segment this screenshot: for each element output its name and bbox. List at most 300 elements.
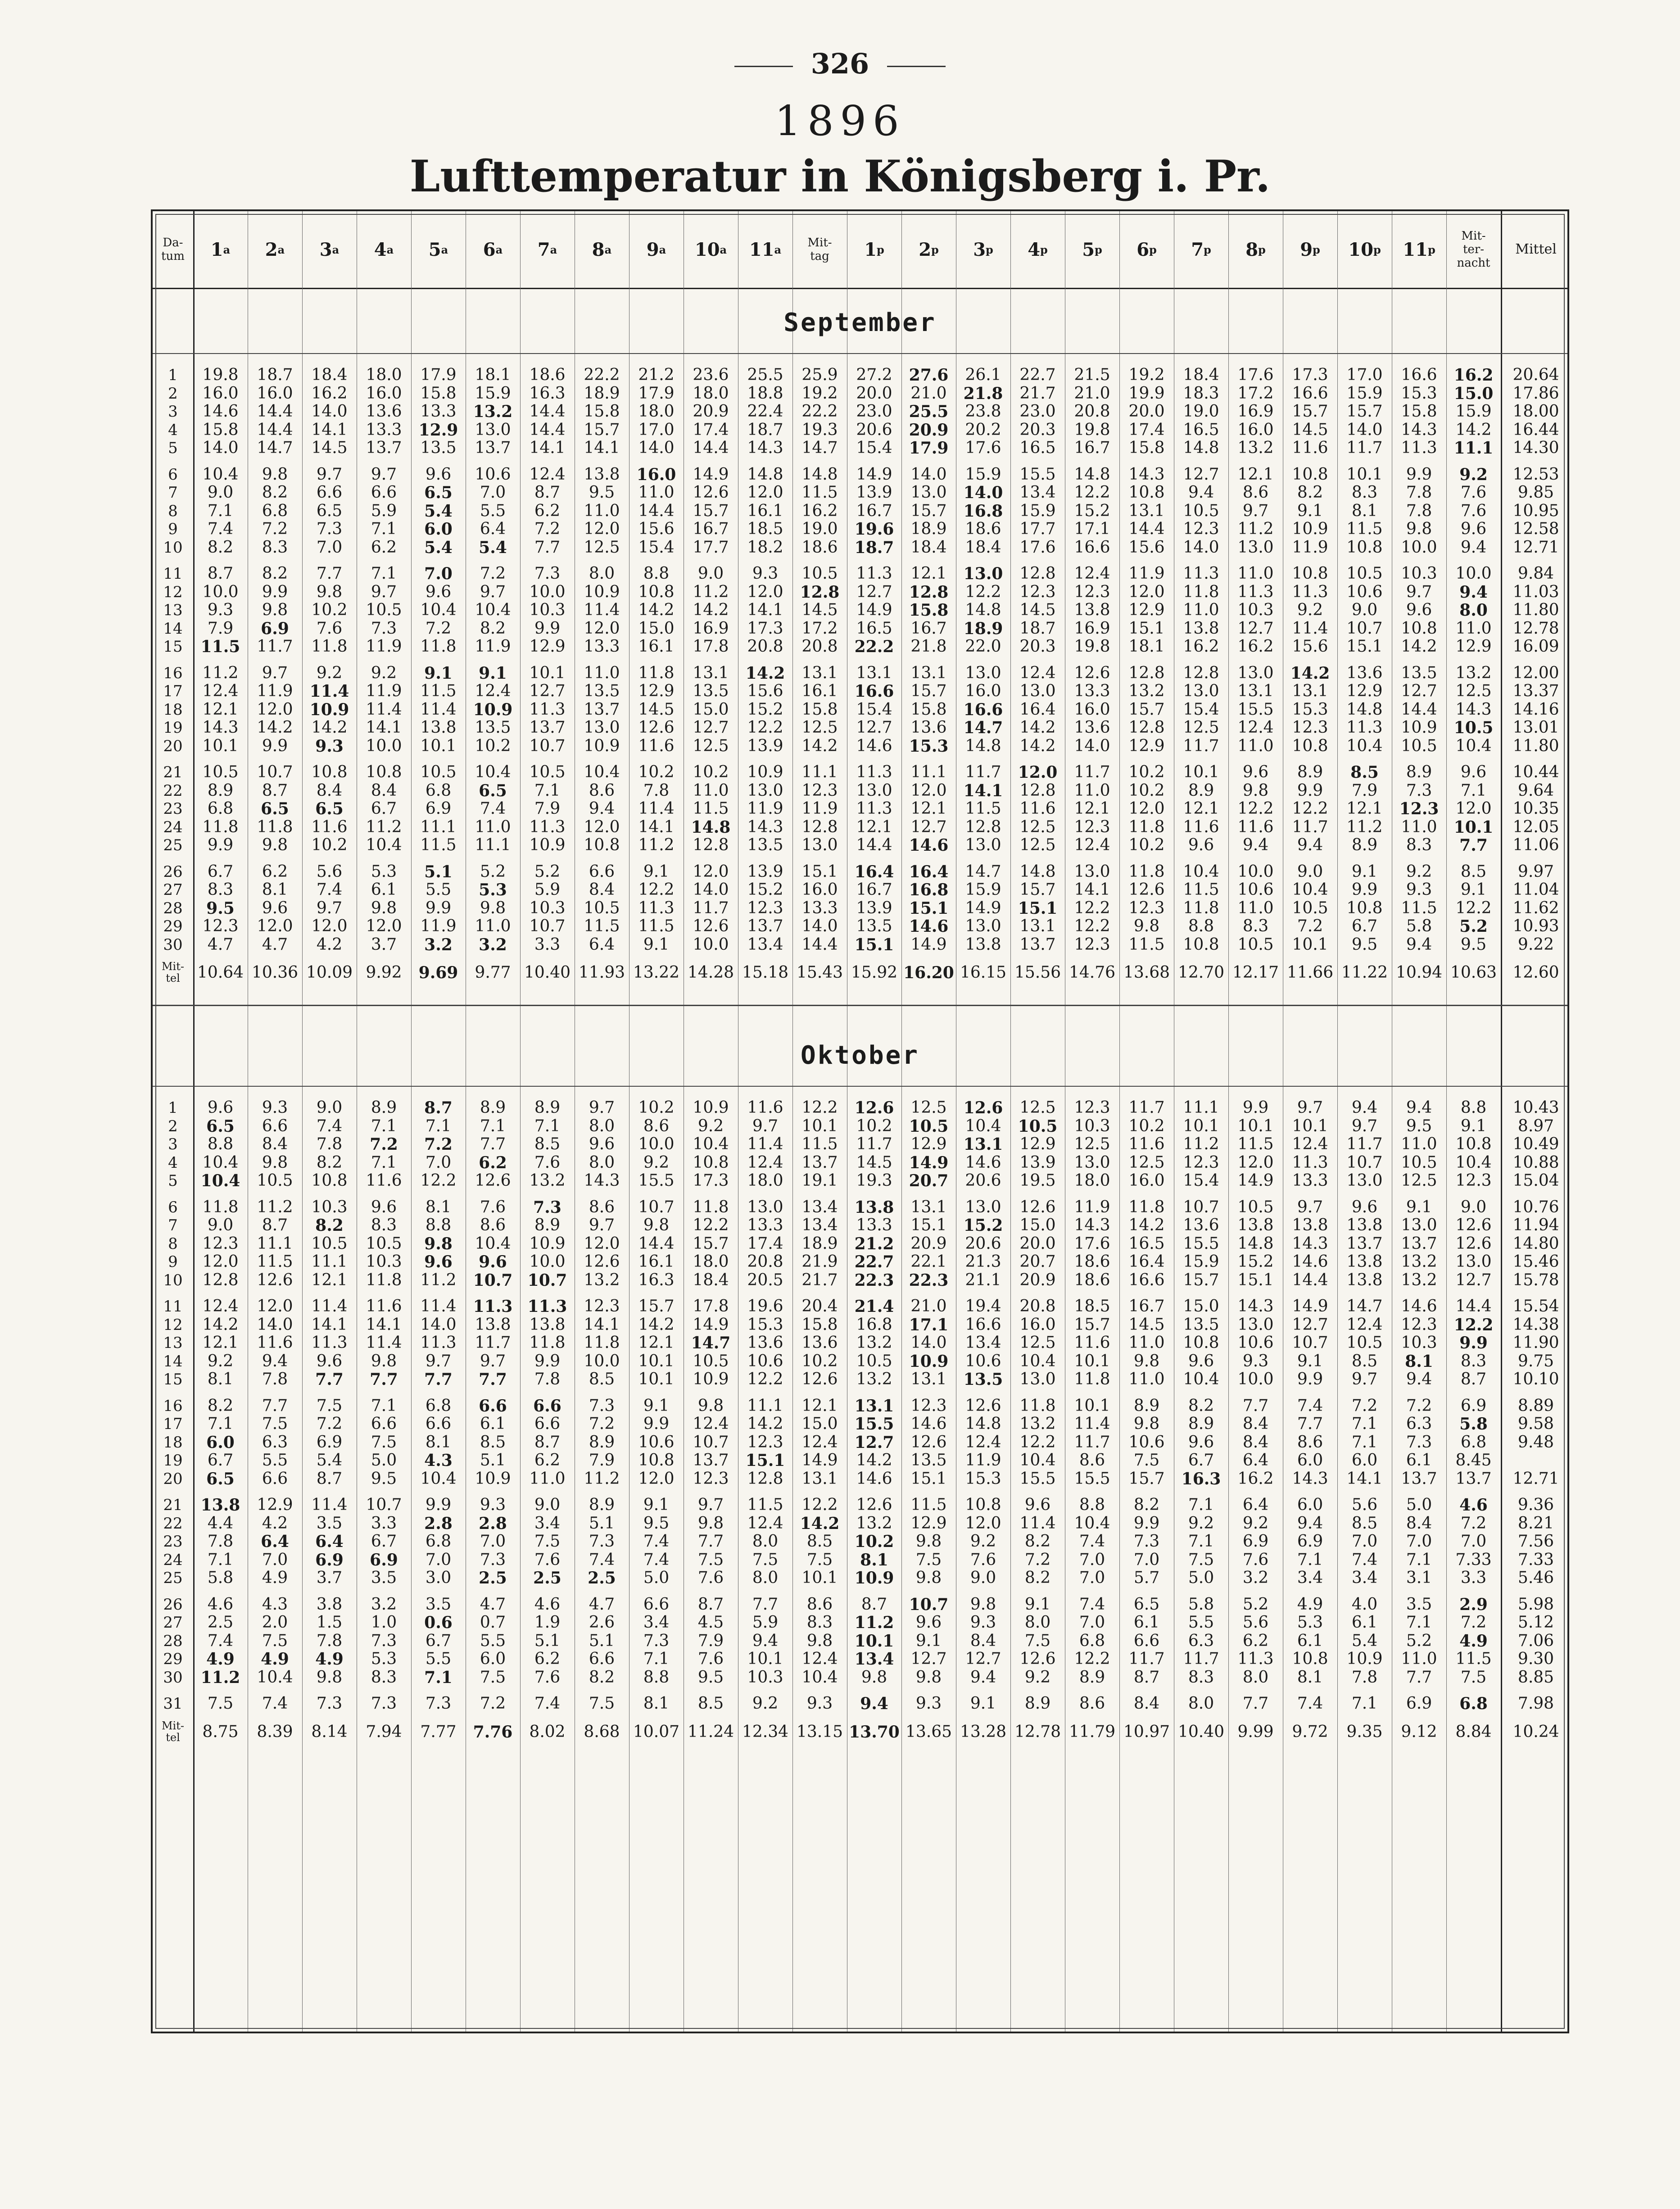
temp-cell: 14.4 bbox=[529, 402, 566, 421]
temp-cell: 17.7 bbox=[1019, 520, 1056, 538]
temp-cell: 16.5 bbox=[856, 619, 892, 638]
temp-cell: 10.2 bbox=[802, 1352, 838, 1370]
temp-cell: 14.2 bbox=[802, 736, 838, 755]
temp-cell: 11.0 bbox=[584, 663, 620, 682]
temp-cell: 6.9 bbox=[425, 799, 452, 818]
temp-cell: 15.1 bbox=[1128, 619, 1165, 638]
temp-cell: 3.3 bbox=[1460, 1569, 1487, 1587]
temp-cell: 8.1 bbox=[860, 1550, 888, 1569]
daily-mean-cell: 11.80 bbox=[1512, 601, 1559, 619]
temp-cell: 7.5 bbox=[207, 1694, 234, 1713]
temp-cell: 12.4 bbox=[202, 682, 239, 700]
temp-cell: 8.4 bbox=[262, 1135, 288, 1153]
temp-cell: 1.5 bbox=[316, 1613, 343, 1632]
temp-cell: 22.2 bbox=[802, 402, 838, 421]
temp-cell: 8.7 bbox=[1460, 1370, 1487, 1388]
temp-cell: 9.7 bbox=[371, 465, 397, 484]
temp-cell: 13.1 bbox=[802, 1469, 838, 1488]
temp-cell: 20.4 bbox=[802, 1297, 838, 1315]
temp-cell: 27.6 bbox=[909, 366, 949, 385]
daily-mean-cell: 12.78 bbox=[1512, 619, 1559, 638]
temp-cell: 3.5 bbox=[371, 1569, 397, 1587]
temp-cell: 7.3 bbox=[371, 1631, 397, 1650]
header-mittel: Mittel bbox=[1515, 241, 1557, 257]
temp-cell: 9.0 bbox=[207, 483, 234, 502]
temp-cell: 18.7 bbox=[257, 366, 293, 384]
temp-cell: 18.9 bbox=[963, 619, 1003, 638]
date-label: 26 bbox=[163, 1595, 183, 1614]
temp-cell: 14.3 bbox=[1128, 465, 1165, 484]
temp-cell: 6.7 bbox=[1188, 1451, 1214, 1470]
temp-cell: 6.0 bbox=[480, 1650, 506, 1668]
temp-cell: 15.7 bbox=[1183, 1270, 1219, 1289]
temp-cell: 9.1 bbox=[643, 862, 670, 881]
temp-cell: 9.5 bbox=[1406, 1116, 1432, 1135]
temp-cell: 9.2 bbox=[1459, 465, 1488, 484]
temp-cell: 7.2 bbox=[534, 520, 561, 538]
temp-cell: 13.4 bbox=[965, 1334, 1001, 1352]
temp-cell: 8.6 bbox=[480, 1216, 506, 1234]
temp-cell: 11.6 bbox=[1292, 439, 1328, 457]
temp-cell: 10.8 bbox=[1292, 564, 1328, 583]
temp-cell: 9.8 bbox=[643, 1216, 670, 1234]
temp-cell: 10.9 bbox=[909, 1352, 949, 1371]
temp-cell: 10.0 bbox=[1237, 862, 1274, 881]
temp-cell: 12.2 bbox=[1074, 917, 1110, 935]
temp-cell: 4.0 bbox=[1351, 1595, 1378, 1614]
temp-cell: 12.4 bbox=[693, 1415, 729, 1433]
temp-cell: 7.9 bbox=[697, 1631, 724, 1650]
temp-cell: 9.6 bbox=[1460, 763, 1487, 781]
temp-cell: 16.0 bbox=[802, 880, 838, 899]
temp-cell: 13.8 bbox=[1183, 619, 1219, 638]
temp-cell: 7.4 bbox=[480, 799, 506, 818]
temp-cell: 10.4 bbox=[693, 1135, 729, 1153]
date-label: 20 bbox=[163, 1470, 183, 1488]
temp-cell: 12.1 bbox=[802, 1396, 838, 1415]
temp-cell: 9.5 bbox=[643, 1514, 670, 1533]
temp-cell: 10.4 bbox=[1019, 1352, 1056, 1370]
temp-cell: 9.6 bbox=[479, 1252, 507, 1271]
temp-cell: 10.3 bbox=[747, 1668, 783, 1687]
temp-cell: 12.4 bbox=[529, 465, 566, 484]
temp-cell: 12.4 bbox=[747, 1153, 783, 1172]
temp-cell: 11.6 bbox=[1019, 799, 1056, 818]
temp-cell: 7.4 bbox=[643, 1550, 670, 1569]
temp-cell: 5.5 bbox=[1188, 1613, 1214, 1632]
temp-cell: 9.0 bbox=[534, 1496, 561, 1514]
temp-cell: 9.6 bbox=[1351, 1197, 1378, 1216]
temp-cell: 10.9 bbox=[693, 1098, 729, 1117]
daily-mean-cell: 10.76 bbox=[1512, 1197, 1559, 1216]
temp-cell: 9.5 bbox=[206, 898, 235, 918]
temp-cell: 12.9 bbox=[418, 420, 458, 440]
daily-mean-cell: 15.54 bbox=[1512, 1297, 1559, 1315]
hourly-mean-cell: 8.68 bbox=[584, 1722, 620, 1741]
temp-cell: 10.7 bbox=[257, 763, 293, 781]
date-label: 9 bbox=[168, 520, 178, 538]
temp-cell: 12.0 bbox=[747, 483, 783, 502]
temp-cell: 9.8 bbox=[970, 1595, 996, 1614]
daily-mean-cell: 9.84 bbox=[1517, 564, 1554, 583]
temp-cell: 16.7 bbox=[693, 520, 729, 538]
temp-cell: 18.4 bbox=[311, 366, 348, 384]
temp-cell: 13.7 bbox=[1401, 1234, 1437, 1253]
temp-cell: 9.8 bbox=[1133, 917, 1160, 935]
temp-cell: 9.8 bbox=[697, 1514, 724, 1533]
temp-cell: 8.0 bbox=[752, 1532, 779, 1551]
temp-cell: 9.4 bbox=[589, 799, 615, 818]
temp-cell: 9.4 bbox=[752, 1631, 779, 1650]
temp-cell: 11.8 bbox=[693, 1197, 729, 1216]
temp-cell: 10.8 bbox=[1292, 736, 1328, 755]
temp-cell: 7.4 bbox=[316, 880, 343, 899]
temp-cell: 9.8 bbox=[915, 1532, 942, 1551]
temp-cell: 11.2 bbox=[366, 817, 402, 836]
temp-cell: 16.0 bbox=[636, 465, 676, 484]
temp-cell: 12.8 bbox=[747, 1469, 783, 1488]
temp-cell: 13.4 bbox=[747, 935, 783, 954]
temp-cell: 12.1 bbox=[202, 1334, 239, 1352]
temp-cell: 15.7 bbox=[693, 501, 729, 520]
temp-cell: 13.7 bbox=[747, 917, 783, 935]
temp-cell: 10.9 bbox=[1401, 718, 1437, 737]
temp-cell: 12.6 bbox=[1019, 1650, 1056, 1668]
temp-cell: 15.3 bbox=[909, 736, 949, 756]
temp-cell: 11.8 bbox=[202, 1197, 239, 1216]
temp-cell: 8.5 bbox=[697, 1694, 724, 1713]
temp-cell: 10.5 bbox=[1237, 935, 1274, 954]
temp-cell: 14.4 bbox=[1455, 1297, 1492, 1315]
temp-cell: 9.8 bbox=[424, 1234, 453, 1253]
temp-cell: 12.7 bbox=[1183, 465, 1219, 484]
temp-cell: 12.1 bbox=[202, 700, 239, 719]
temp-cell: 12.4 bbox=[965, 1433, 1001, 1451]
temp-cell: 9.0 bbox=[970, 1569, 996, 1587]
temp-cell: 9.1 bbox=[479, 663, 507, 683]
temp-cell: 12.8 bbox=[800, 582, 840, 602]
temp-cell: 8.1 bbox=[643, 1694, 670, 1713]
temp-cell: 12.5 bbox=[802, 718, 838, 737]
temp-cell: 10.8 bbox=[1183, 1334, 1219, 1352]
temp-cell: 20.9 bbox=[1019, 1270, 1056, 1289]
temp-cell: 20.8 bbox=[1019, 1297, 1056, 1315]
temp-cell: 14.2 bbox=[202, 1315, 239, 1334]
temp-cell: 8.2 bbox=[207, 538, 234, 557]
temp-cell: 12.2 bbox=[747, 718, 783, 737]
temp-cell: 13.0 bbox=[1346, 1171, 1383, 1190]
temp-cell: 11.3 bbox=[1183, 564, 1219, 583]
temp-cell: 8.4 bbox=[589, 880, 615, 899]
temp-cell: 7.1 bbox=[1351, 1433, 1378, 1451]
temp-cell: 9.0 bbox=[1460, 1197, 1487, 1216]
temp-cell: 8.4 bbox=[316, 781, 343, 800]
temp-cell: 7.2 bbox=[1406, 1396, 1432, 1415]
temp-cell: 9.7 bbox=[316, 465, 343, 484]
temp-cell: 7.33 bbox=[1455, 1550, 1492, 1569]
temp-cell: 8.9 bbox=[207, 781, 234, 800]
daily-mean-cell: 16.09 bbox=[1512, 637, 1559, 656]
temp-cell: 11.7 bbox=[1074, 1433, 1110, 1451]
hourly-mean-cell: 14.28 bbox=[687, 963, 734, 982]
temp-cell: 12.6 bbox=[1128, 880, 1165, 899]
temp-cell: 8.3 bbox=[806, 1613, 833, 1632]
temp-cell: 14.1 bbox=[963, 781, 1003, 800]
temp-cell: 18.4 bbox=[693, 1270, 729, 1289]
temp-cell: 10.8 bbox=[1346, 898, 1383, 917]
date-label: 28 bbox=[163, 899, 183, 917]
temp-cell: 14.4 bbox=[638, 501, 675, 520]
temp-cell: 14.0 bbox=[910, 1334, 947, 1352]
temp-cell: 18.0 bbox=[693, 384, 729, 403]
temp-cell: 11.5 bbox=[1346, 520, 1383, 538]
temp-cell: 9.2 bbox=[1242, 1514, 1269, 1533]
temp-cell: 13.5 bbox=[910, 1451, 947, 1470]
temp-cell: 11.4 bbox=[1074, 1415, 1110, 1433]
temp-cell: 11.8 bbox=[1128, 817, 1165, 836]
date-label: 19 bbox=[163, 1451, 183, 1470]
temp-cell: 10.3 bbox=[1237, 601, 1274, 619]
temp-cell: 18.1 bbox=[1128, 637, 1165, 656]
temp-cell: 6.4 bbox=[589, 935, 615, 954]
temp-cell: 4.5 bbox=[697, 1613, 724, 1632]
temp-cell: 12.2 bbox=[1454, 1315, 1494, 1334]
temp-cell: 8.0 bbox=[1024, 1613, 1051, 1632]
temp-cell: 11.5 bbox=[200, 637, 240, 656]
temp-cell: 2.6 bbox=[589, 1613, 615, 1632]
date-label: 3 bbox=[168, 403, 178, 421]
temp-cell: 5.2 bbox=[1406, 1631, 1432, 1650]
temp-cell: 12.4 bbox=[802, 1650, 838, 1668]
temp-cell: 9.8 bbox=[1242, 781, 1269, 800]
temp-cell: 13.1 bbox=[910, 1197, 947, 1216]
temp-cell: 15.8 bbox=[1401, 402, 1437, 421]
temp-cell: 21.0 bbox=[910, 384, 947, 403]
temp-cell: 10.4 bbox=[202, 1153, 239, 1172]
temp-cell: 7.6 bbox=[1242, 1550, 1269, 1569]
temp-cell: 14.3 bbox=[584, 1171, 620, 1190]
temp-cell: 10.3 bbox=[1074, 1116, 1110, 1135]
temp-cell: 9.9 bbox=[1459, 1334, 1488, 1352]
temp-cell: 11.0 bbox=[638, 483, 675, 502]
daily-mean-cell: 9.48 bbox=[1517, 1433, 1554, 1451]
temp-cell: 11.3 bbox=[856, 564, 892, 583]
hourly-mean-cell: 11.66 bbox=[1286, 963, 1334, 982]
hourly-mean-cell: 10.63 bbox=[1450, 963, 1497, 982]
temp-cell: 7.3 bbox=[589, 1532, 615, 1551]
temp-cell: 11.4 bbox=[1019, 1514, 1056, 1533]
temp-cell: 18.0 bbox=[693, 1252, 729, 1271]
temp-cell: 16.1 bbox=[638, 637, 675, 656]
temp-cell: 13.8 bbox=[1292, 1216, 1328, 1234]
temp-cell: 8.5 bbox=[589, 1370, 615, 1388]
temp-cell: 12.7 bbox=[856, 718, 892, 737]
temp-cell: 18.9 bbox=[584, 384, 620, 403]
temp-cell: 9.4 bbox=[1297, 1514, 1323, 1533]
temp-cell: 11.9 bbox=[366, 637, 402, 656]
temp-cell: 5.3 bbox=[371, 862, 397, 881]
hourly-mean-cell: 10.40 bbox=[524, 963, 571, 982]
temperature-table bbox=[151, 209, 1569, 2033]
temp-cell: 5.9 bbox=[371, 501, 397, 520]
temp-cell: 5.1 bbox=[534, 1631, 561, 1650]
temp-cell: 12.0 bbox=[584, 619, 620, 638]
temp-cell: 9.3 bbox=[315, 736, 344, 756]
temp-cell: 11.3 bbox=[527, 1297, 567, 1316]
date-label: 4 bbox=[168, 421, 178, 439]
daily-mean-cell: 11.03 bbox=[1512, 582, 1559, 601]
temp-cell: 7.0 bbox=[1079, 1569, 1105, 1587]
temp-cell: 6.3 bbox=[262, 1433, 288, 1451]
temp-cell: 16.0 bbox=[1128, 1171, 1165, 1190]
temp-cell: 10.4 bbox=[475, 763, 511, 781]
daily-mean-cell: 8.97 bbox=[1517, 1116, 1554, 1135]
temp-cell: 12.3 bbox=[1074, 817, 1110, 836]
temp-cell: 13.8 bbox=[584, 465, 620, 484]
temp-cell: 14.8 bbox=[965, 1415, 1001, 1433]
temp-cell: 12.3 bbox=[1074, 582, 1110, 601]
temp-cell: 7.1 bbox=[1351, 1694, 1378, 1713]
temp-cell: 21.5 bbox=[1074, 366, 1110, 384]
date-label: 29 bbox=[163, 1650, 183, 1668]
temp-cell: 10.2 bbox=[638, 763, 675, 781]
temp-cell: 14.1 bbox=[529, 439, 566, 457]
daily-mean-cell: 9.85 bbox=[1517, 483, 1554, 502]
temp-cell: 17.4 bbox=[693, 420, 729, 439]
temp-cell: 8.1 bbox=[425, 1433, 452, 1451]
temp-cell: 10.1 bbox=[747, 1650, 783, 1668]
temp-cell: 12.8 bbox=[693, 836, 729, 854]
temp-cell: 8.5 bbox=[1350, 763, 1379, 782]
temp-cell: 0.6 bbox=[424, 1613, 453, 1632]
temp-cell: 12.8 bbox=[1128, 663, 1165, 682]
temp-cell: 15.7 bbox=[1128, 700, 1165, 719]
temp-cell: 7.2 bbox=[425, 619, 452, 638]
temp-cell: 16.8 bbox=[856, 1315, 892, 1334]
temp-cell: 10.8 bbox=[693, 1153, 729, 1172]
date-label: 12 bbox=[163, 583, 183, 601]
hourly-mean-cell: 7.77 bbox=[420, 1722, 457, 1741]
temp-cell: 9.4 bbox=[1242, 836, 1269, 854]
temp-cell: 8.1 bbox=[425, 1197, 452, 1216]
temp-cell: 7.7 bbox=[370, 1370, 398, 1389]
temp-cell: 16.4 bbox=[1128, 1252, 1165, 1271]
temp-cell: 15.3 bbox=[747, 1315, 783, 1334]
temp-cell: 18.7 bbox=[747, 420, 783, 439]
temp-cell: 7.7 bbox=[262, 1396, 288, 1415]
temp-cell: 8.7 bbox=[262, 781, 288, 800]
temp-cell: 15.5 bbox=[1019, 465, 1056, 484]
temp-cell: 12.7 bbox=[1455, 1270, 1492, 1289]
temp-cell: 15.5 bbox=[1074, 1469, 1110, 1488]
temp-cell: 10.5 bbox=[693, 1352, 729, 1370]
daily-mean-cell: 12.71 bbox=[1512, 1469, 1559, 1488]
temp-cell: 7.7 bbox=[752, 1595, 779, 1614]
temp-cell: 21.2 bbox=[854, 1234, 894, 1253]
daily-mean-cell: 14.38 bbox=[1512, 1315, 1559, 1334]
temp-cell: 12.1 bbox=[638, 1334, 675, 1352]
temp-cell: 12.5 bbox=[1019, 1098, 1056, 1117]
temp-cell: 15.0 bbox=[1183, 1297, 1219, 1315]
temp-cell: 17.3 bbox=[1292, 366, 1328, 384]
temp-cell: 14.6 bbox=[856, 736, 892, 755]
temp-cell: 14.6 bbox=[965, 1153, 1001, 1172]
temp-cell: 5.0 bbox=[643, 1569, 670, 1587]
temp-cell: 6.7 bbox=[1351, 917, 1378, 935]
temp-cell: 16.0 bbox=[1237, 420, 1274, 439]
temp-cell: 11.8 bbox=[366, 1270, 402, 1289]
temp-cell: 10.4 bbox=[1455, 1153, 1492, 1172]
temp-cell: 7.4 bbox=[1351, 1550, 1378, 1569]
temp-cell: 8.8 bbox=[643, 564, 670, 583]
temp-cell: 12.2 bbox=[802, 1496, 838, 1514]
temp-cell: 7.6 bbox=[697, 1569, 724, 1587]
temp-cell: 15.1 bbox=[910, 1469, 947, 1488]
daily-mean-cell: 9.22 bbox=[1517, 935, 1554, 954]
temp-cell: 10.7 bbox=[473, 1270, 513, 1290]
temp-cell: 12.7 bbox=[529, 682, 566, 700]
temp-cell: 13.7 bbox=[1346, 1234, 1383, 1253]
temp-cell: 10.5 bbox=[202, 763, 239, 781]
daily-mean-cell: 13.37 bbox=[1512, 682, 1559, 700]
temp-cell: 8.4 bbox=[1133, 1694, 1160, 1713]
temp-cell: 12.0 bbox=[202, 1252, 239, 1271]
temp-cell: 13.2 bbox=[1237, 439, 1274, 457]
hourly-mean-cell: 12.70 bbox=[1177, 963, 1225, 982]
temp-cell: 12.8 bbox=[802, 817, 838, 836]
temp-cell: 5.9 bbox=[534, 880, 561, 899]
temp-cell: 10.1 bbox=[1074, 1352, 1110, 1370]
temp-cell: 10.1 bbox=[1454, 817, 1494, 837]
temp-cell: 11.3 bbox=[1237, 582, 1274, 601]
hourly-mean-cell: 13.65 bbox=[905, 1722, 952, 1741]
temp-cell: 14.7 bbox=[257, 439, 293, 457]
temp-cell: 9.1 bbox=[915, 1631, 942, 1650]
temp-cell: 20.0 bbox=[1019, 1234, 1056, 1253]
temp-cell: 6.0 bbox=[1297, 1451, 1323, 1470]
temp-cell: 14.8 bbox=[965, 736, 1001, 755]
temp-cell: 7.5 bbox=[697, 1550, 724, 1569]
temp-cell: 5.0 bbox=[371, 1451, 397, 1470]
temp-cell: 6.4 bbox=[315, 1532, 344, 1551]
temp-cell: 6.2 bbox=[479, 1153, 507, 1172]
temp-cell: 15.8 bbox=[420, 384, 457, 403]
temp-cell: 6.5 bbox=[479, 781, 507, 800]
temp-cell: 20.8 bbox=[747, 1252, 783, 1271]
temp-cell: 9.2 bbox=[697, 1116, 724, 1135]
temp-cell: 12.0 bbox=[257, 917, 293, 935]
temp-cell: 12.5 bbox=[1455, 682, 1492, 700]
temp-cell: 9.2 bbox=[1188, 1514, 1214, 1533]
temp-cell: 20.9 bbox=[693, 402, 729, 421]
temp-cell: 7.5 bbox=[1024, 1631, 1051, 1650]
temp-cell: 7.0 bbox=[1460, 1532, 1487, 1551]
temp-cell: 13.7 bbox=[366, 439, 402, 457]
temp-cell: 10.5 bbox=[366, 601, 402, 619]
date-label: 13 bbox=[163, 601, 183, 619]
temp-cell: 20.7 bbox=[1019, 1252, 1056, 1271]
hourly-mean-cell: 10.40 bbox=[1177, 1722, 1225, 1741]
temp-cell: 7.7 bbox=[1297, 1415, 1323, 1433]
temp-cell: 16.1 bbox=[638, 1252, 675, 1271]
temp-cell: 13.8 bbox=[1237, 1216, 1274, 1234]
header-hour: 2 p bbox=[919, 239, 939, 260]
temp-cell: 11.8 bbox=[311, 637, 348, 656]
temp-cell: 10.8 bbox=[638, 582, 675, 601]
temp-cell: 15.1 bbox=[1346, 637, 1383, 656]
temp-cell: 10.7 bbox=[1183, 1197, 1219, 1216]
temp-cell: 4.3 bbox=[424, 1451, 453, 1470]
